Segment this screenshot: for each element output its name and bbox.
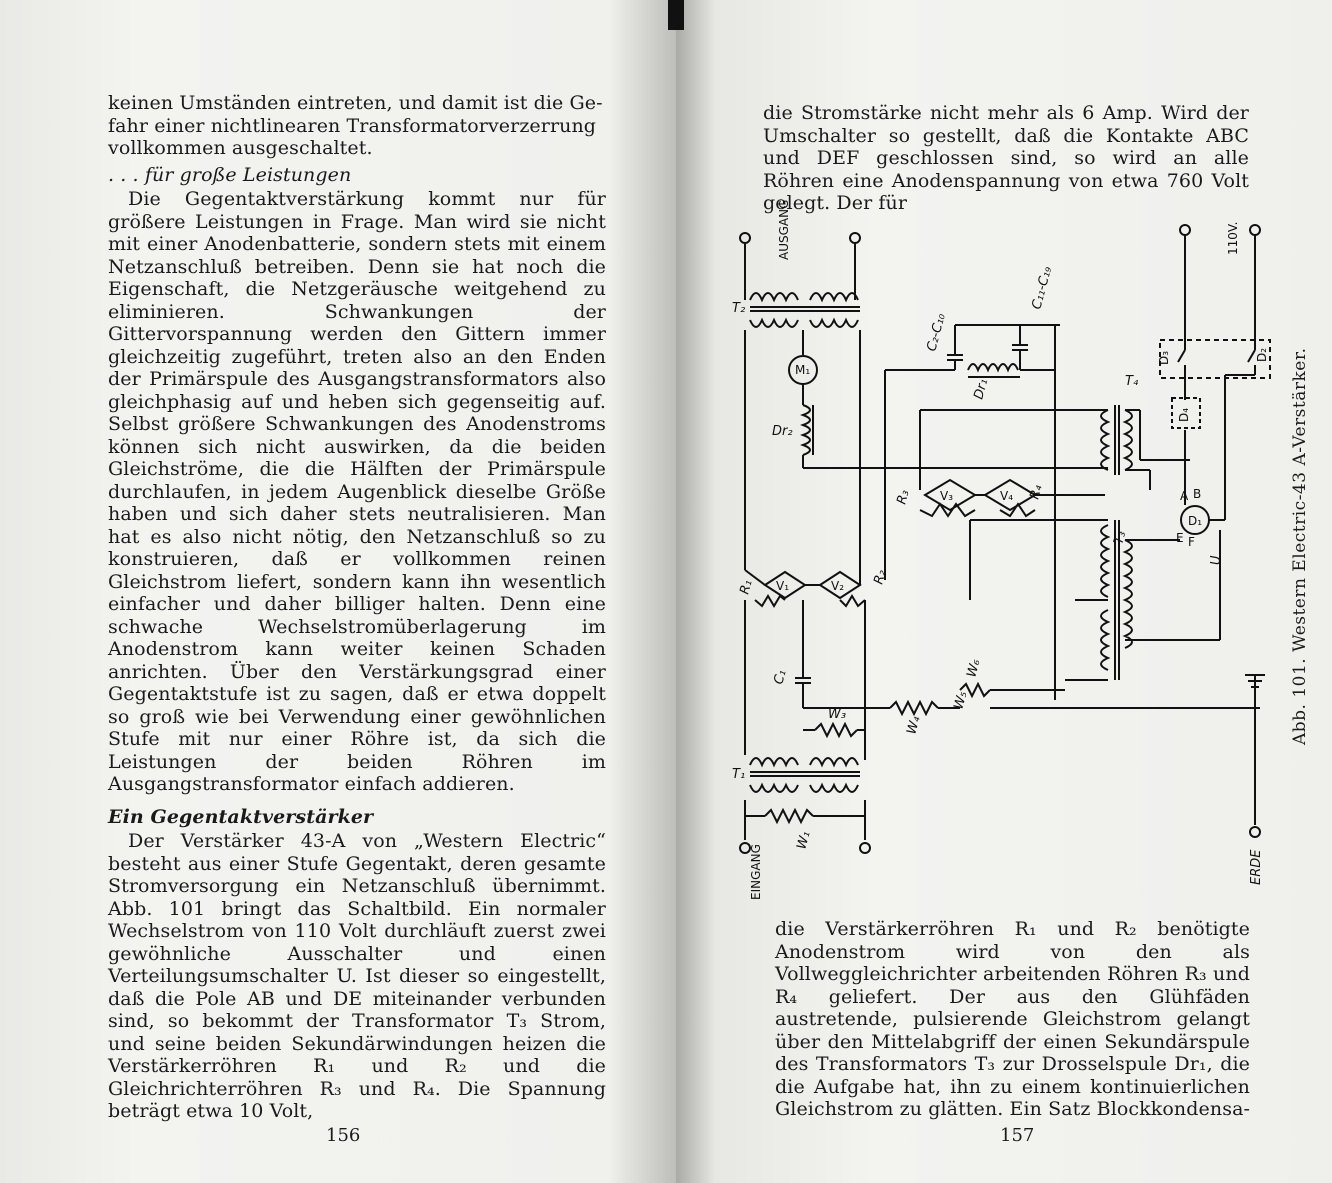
t1-primary-coil-left [750, 785, 798, 792]
label-d4: D₄ [1177, 407, 1191, 422]
choke-dr2 [803, 405, 810, 455]
label-c1: C₁ [771, 668, 790, 687]
label-erde: ERDE [1249, 849, 1264, 885]
t3-primary-coil [1125, 540, 1132, 648]
t1-secondary-coil-left [750, 758, 798, 765]
left-line-2: fahr einer nichtlinearen Transformatorverzerrung [108, 114, 597, 137]
t2-secondary-coil-right [810, 293, 858, 300]
page-number-right: 157 [1000, 1125, 1035, 1146]
label-v4: V₄ [1000, 489, 1014, 503]
label-r1: R₁ [737, 578, 756, 597]
book-gutter [668, 0, 684, 30]
label-r3: R₃ [894, 488, 913, 507]
label-t2: T₂ [732, 301, 746, 316]
label-t1: T₁ [732, 767, 746, 782]
label-f: F [1188, 535, 1195, 549]
left-line-1: keinen Umständen eintreten, und damit ist die Ge- [108, 92, 603, 114]
label-u: U [1209, 555, 1224, 565]
section-heading-large-power: . . . für große Leistungen [108, 163, 352, 186]
label-r2: R₂ [871, 568, 890, 587]
figure-caption: Abb. 101. Western Electric-43 A-Verstärker. [1290, 347, 1310, 745]
label-w3: W₃ [828, 707, 847, 722]
switch-box-d2-d3 [1160, 340, 1270, 378]
label-w5: W₅ [951, 689, 971, 712]
t2-secondary-coil-left [750, 293, 798, 300]
mains-terminal-left [1180, 225, 1190, 235]
output-terminal-left [740, 233, 750, 243]
circuit-schematic [710, 200, 1290, 910]
t2-primary-coil-left [750, 320, 798, 327]
t4-primary-coil [1101, 410, 1108, 470]
label-v2: V₂ [831, 579, 845, 593]
label-c11-c19: C₁₁-C₁₉ [1029, 264, 1056, 312]
output-terminal-right [850, 233, 860, 243]
t3-secondary-coil-lower [1101, 610, 1108, 670]
page-number-left: 156 [326, 1125, 361, 1146]
mains-terminal-right [1250, 225, 1260, 235]
label-b: B [1193, 487, 1202, 501]
t2-primary-coil-right [810, 320, 858, 327]
label-ausgang: AUSGANG [777, 200, 791, 260]
label-w4: W₄ [904, 714, 924, 737]
left-page-text [108, 92, 606, 1123]
left-line-3: vollkommen ausgeschaltet. [108, 137, 373, 159]
label-d2: D₂ [1255, 347, 1269, 362]
input-terminal-right [860, 843, 870, 853]
t4-secondary-coil [1125, 410, 1132, 470]
label-eingang: EINGANG [749, 844, 763, 900]
label-w6: W₆ [964, 657, 984, 680]
t1-primary-coil-right [810, 785, 858, 792]
paragraph-push-pull-power: Die Gegentaktverstärkung kommt nur für größere Leistungen in Frage. Man wird sie nicht mit einer Anodenbatterie, sondern stets mit einem Netzanschluß betreiben. Denn sie hat noch die Eigenschaft, die Netzgeräusche weitgehend zu eliminieren. Schwankungen der Gittervorspannung werden den Gittern immer gleichzeitig zugeführt, treten also an den Enden der Primärspule des Ausgangstransformators also gleichphasig auf und heben sich gegenseitig auf. Selbst größere Schwankungen des Anodenstroms können sich nicht auswirken, da die beiden Gleichströme, die die Hälften der Primärspule durchlaufen, in jedem Augenblick dieselbe Größe haben und sich daher stets neutralisieren. Man hat es also nicht nötig, den Netzanschluß so zu konstruieren, daß er vollkommen reinen Gleichstrom liefert, sondern kann ihn wesentlich einfacher und daher billiger halten. Denn eine schwache Wechselstromüberlagerung im Anodenstrom kann weiter keinen Schaden anrichten. Über den Verstärkungsgrad einer Gegentaktstufe ist zu sagen, daß er etwa doppelt so groß wie bei Verwendung einer gewöhnlichen Stufe mit nur einer Röhre ist, da sich die Leistungen der beiden Röhren im Ausgangstransformator einfach addieren. [108, 188, 606, 795]
choke-dr1 [968, 364, 1018, 370]
label-t4: T₄ [1125, 374, 1139, 389]
label-m1: M₁ [795, 363, 811, 377]
label-v3: V₃ [940, 489, 954, 503]
label-a: A [1180, 489, 1189, 503]
paragraph-western-electric: Der Verstärker 43-A von „Western Electric“ besteht aus einer Stufe Gegentakt, deren gesamte Stromversorgung ein Netzanschluß übernimmt. Abb. 101 bringt das Schaltbild. Ein normaler Wechselstrom von 110 Volt durchläuft zuerst zwei gewöhnliche Ausschalter und einen Verteilungsumschalter U. Ist dieser so eingestellt, daß die Pole AB und DE miteinander verbunden sind, so bekommt der Transformator T₃ Strom, und seine beiden Sekundärwindungen heizen die Verstärkerröhren R₁ und R₂ und die Gleichrichterröhren R₃ und R₄. Die Spannung beträgt etwa 10 Volt, [108, 830, 606, 1122]
label-d1: D₁ [1188, 514, 1203, 528]
t3-secondary-coil-upper [1101, 525, 1108, 597]
label-dr1: Dr₁ [971, 377, 992, 402]
label-e: E [1176, 531, 1184, 545]
section-heading-push-pull-amplifier: Ein Gegentaktverstärker [108, 805, 374, 828]
right-page-bottom-text [775, 918, 1250, 1121]
label-v1: V₁ [776, 579, 790, 593]
label-t3: T₃ [1111, 529, 1130, 547]
t1-secondary-coil-right [810, 758, 858, 765]
label-dr2: Dr₂ [772, 424, 793, 439]
label-d3: D₃ [1157, 350, 1171, 365]
label-c2-c10: C₂-C₁₀ [924, 311, 949, 354]
ground-terminal [1250, 827, 1260, 837]
label-w1: W₁ [794, 829, 814, 852]
paragraph-anode-current: die Verstärkerröhren R₁ und R₂ benötigte Anodenstrom wird von den als Vollweggleichrichter arbeitenden Röhren R₃ und R₄ geliefert. Der aus den Glühfäden austretende, pulsierende Gleichstrom gelangt über den Mittelabgriff der einen Sekundärspule des Transformators T₃ zur Drosselspule Dr₁, die die Aufgabe hat, ihn zu einem kontinuierlichen Gleichstrom zu glätten. Ein Satz Blockkondensa- [775, 918, 1251, 1120]
right-page-top-text [763, 102, 1249, 215]
label-110v: 110V. [1226, 221, 1240, 255]
label-r4: R₄ [1027, 483, 1046, 502]
paragraph-current-strength: die Stromstärke nicht mehr als 6 Amp. Wird der Umschalter so gestellt, daß die Kontakte ABC und DEF geschlossen sind, so wird an alle Röhren eine Anodenspannung von etwa 760 Volt gelegt. Der für [763, 102, 1249, 214]
